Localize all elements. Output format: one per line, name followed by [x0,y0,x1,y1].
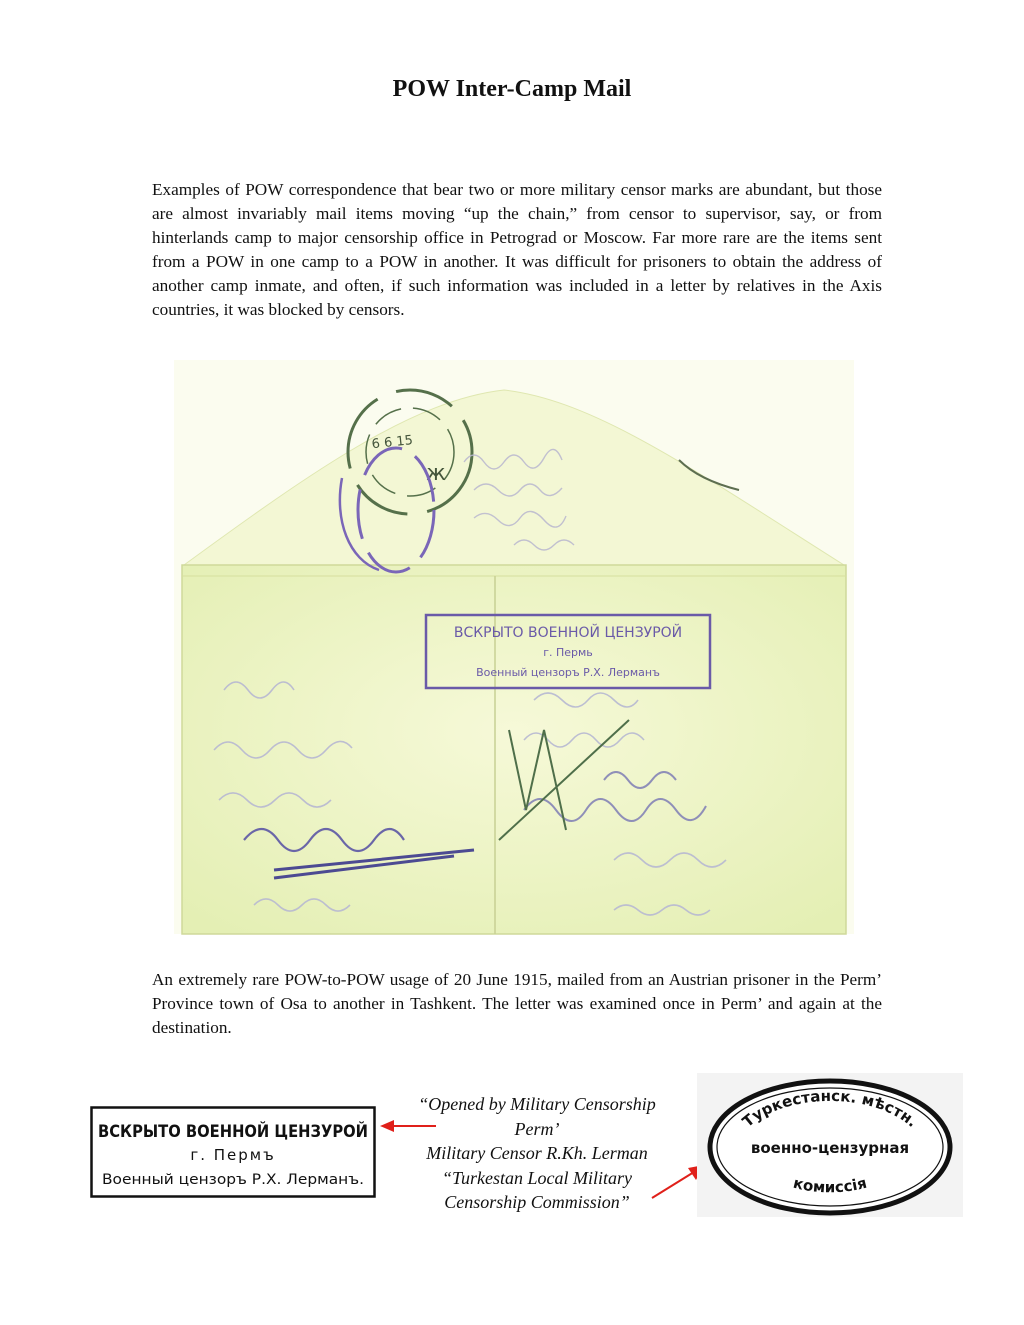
svg-text:Военный цензоръ Р.Х. Лерманъ: Военный цензоръ Р.Х. Лерманъ [476,666,660,679]
censor-box-line2: г. Пермъ [190,1146,276,1164]
svg-text:ВСКРЫТО ВОЕННОЙ ЦЕНЗУРОЙ: ВСКРЫТО ВОЕННОЙ ЦЕНЗУРОЙ [453,625,683,641]
svg-text:ж: ж [426,461,446,486]
translation-line-5: Censorship Commission” [444,1192,630,1212]
svg-text:г. Пермь: г. Пермь [543,646,593,659]
stamp-translation [396,1092,678,1215]
translation-line-3: Military Censor R.Kh. Lerman [426,1143,648,1163]
oval-stamp-line1: Туркестанск. мѣстн. [738,1086,922,1131]
envelope-image [174,360,854,934]
oval-stamp-image [697,1073,963,1217]
envelope-caption: An extremely rare POW-to-POW usage of 20 June 1915, mailed from an Austrian prisoner in the Perm’ Province town of Osa to another in Tashkent. The letter was examined once in Perm’ and again at the destination. [152,970,882,1037]
oval-stamp-line3: комиссія [791,1173,869,1197]
translation-line-1: “Opened by Military Censorship [418,1094,656,1114]
oval-stamp-line2: военно-цензурная [750,1139,910,1157]
censor-box-line3: Военный цензоръ Р.Х. Лерманъ. [102,1172,364,1188]
translation-line-2: Perm’ [514,1118,560,1139]
censor-box-image [90,1106,410,1198]
postmark-date: 6 6 15 [370,433,414,453]
intro-paragraph: Examples of POW correspondence that bear two or more military censor marks are abundant, but those are almost invariably mail items moving “up the chain,” from censor to supervisor, say, or from hinterlands camp to major censorship office in Petrograd or Moscow. Far more rare are the items sent from a POW in one camp to a POW in another. It was difficult for prisoners to obtain the address of another camp inmate, and often, if such information was included in a letter by relatives in the Axis countries, it was blocked by censors. [152,180,882,319]
censor-box-line1: ВСКРЫТО ВОЕННОЙ ЦЕНЗУРОЙ [98,1122,410,1142]
page-title: POW Inter-Camp Mail [392,76,632,102]
translation-line-4: “Turkestan Local Military [441,1167,632,1188]
